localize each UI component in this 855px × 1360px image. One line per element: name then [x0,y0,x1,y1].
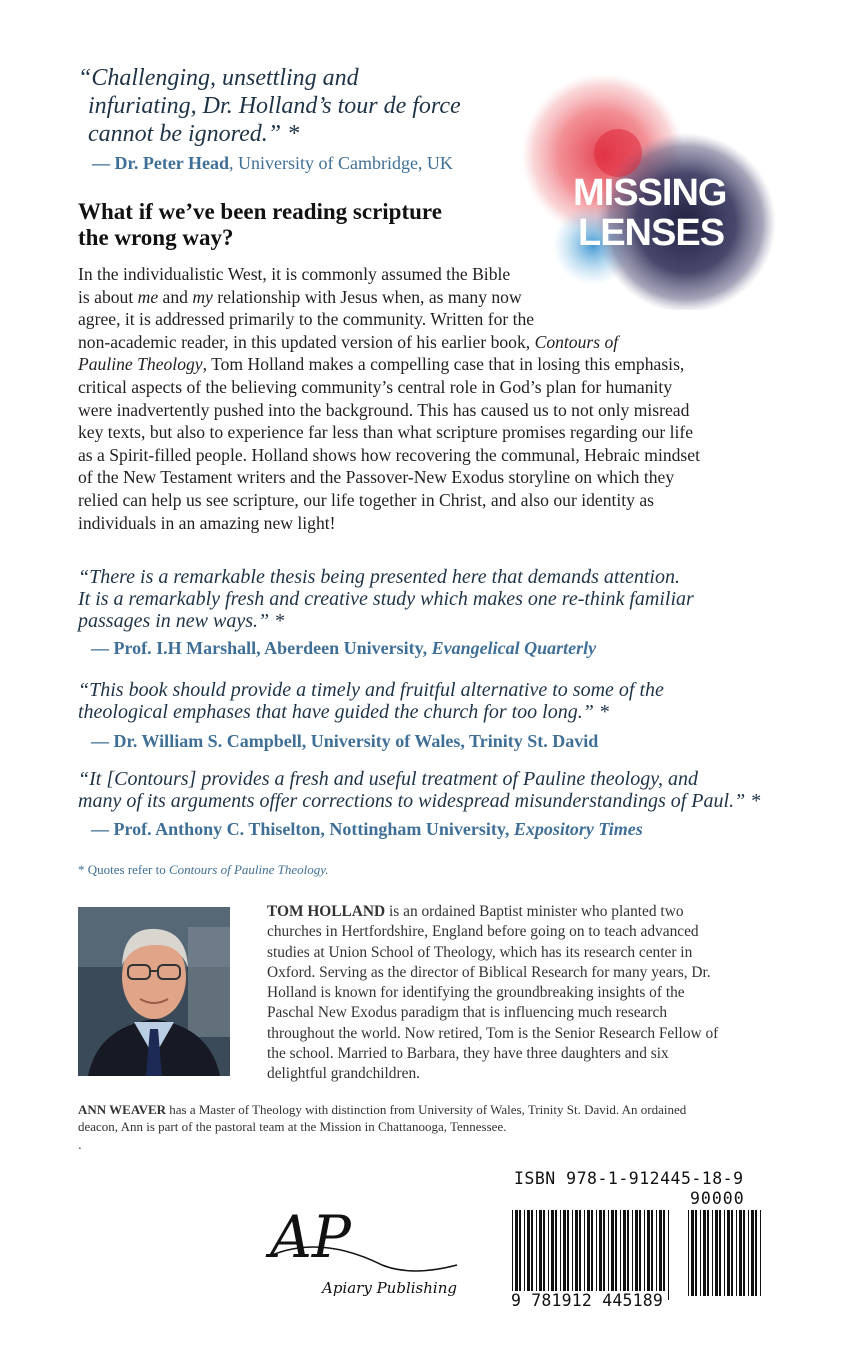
description-line: as a Spirit-filled people. Holland shows how recovering the communal, Hebraic mindset [78,444,700,465]
quote-attribution: — Prof. Anthony C. Thiselton, Nottingham University, Expository Times [91,819,643,839]
author-bio-weaver [78,1101,798,1135]
bio-line: throughout the world. Now retired, Tom is the Senior Research Fellow of [267,1024,719,1042]
barcode-bar [736,1210,737,1296]
bio-line: studies at Union School of Theology, which has its research center in [267,943,693,961]
barcode-bar [748,1210,749,1296]
quote-line: It is a remarkably fresh and creative study which makes one re-think familiar [78,588,694,610]
barcode-bar [543,1210,545,1300]
price-addon-number: 90000 [690,1189,745,1208]
barcode-bar [695,1210,697,1296]
barcode-bar [703,1210,706,1296]
barcode-bar [731,1210,733,1296]
top-quote-line: “Challenging, unsettling and [78,65,359,91]
barcode-bar [599,1210,602,1300]
quote-line: “This book should provide a timely and fruitful alternative to some of the [78,679,664,701]
bio-line: the school. Married to Barbara, they have three daughters and six [267,1045,669,1063]
bio-line: deacon, Ann is part of the pastoral team at the Mission in Chattanooga, Tennessee. [78,1119,507,1134]
author-name: TOM HOLLAND [267,903,386,920]
barcode-bar [712,1210,713,1296]
barcode-bar [560,1210,561,1300]
top-quote-affiliation: , University of Cambridge, UK [228,153,453,173]
barcode-bar [524,1210,525,1300]
isbn-barcode [512,1188,764,1300]
barcode-bar [512,1210,513,1300]
barcode-bar [563,1210,566,1300]
barcode-bar [668,1210,669,1300]
book-description [78,263,778,534]
top-quote-author: — Dr. Peter Head [92,153,229,173]
barcode-bar [663,1210,665,1300]
barcode-bar [627,1210,629,1300]
barcode-bar [615,1210,617,1300]
quote-line: passages in new ways.” * [78,610,285,632]
barcode-bar [755,1210,757,1296]
barcode-bar [715,1210,718,1296]
back-cover-headline [78,199,508,251]
quote-line: “It [Contours] provides a fresh and useful treatment of Pauline theology, and [78,768,698,790]
description-line: critical aspects of the believing community’s central role in God’s plan for humanity [78,376,673,397]
barcode-bar [724,1210,725,1296]
barcode-bar [603,1210,605,1300]
author-name: ANN WEAVER [78,1102,167,1117]
logo-title-line2: LENSES [578,212,725,254]
barcode-bar [635,1210,638,1300]
description-line: individuals in an amazing new light! [78,512,336,533]
bio-line: delightful grandchildren. [267,1065,421,1083]
barcode-bar [555,1210,557,1300]
barcode-bar [647,1210,650,1300]
logo-title-line1: MISSING [573,172,727,214]
barcode-bar [719,1210,721,1296]
barcode-bar [519,1210,521,1300]
headline-line: What if we’ve been reading scripture [78,199,442,224]
barcode-bar [567,1210,569,1300]
barcode-bar [751,1210,754,1296]
barcode-bar [527,1210,530,1300]
barcode-bar [651,1210,653,1300]
barcode-bar [644,1210,645,1300]
top-quote-line: cannot be ignored.” * [88,121,300,147]
barcode-bar [700,1210,701,1296]
description-line: non-academic reader, in this updated version of his earlier book, Contours of [78,331,619,352]
barcode-bar [739,1210,742,1296]
author-bio-holland [267,902,787,1085]
bio-line: Holland is known for identifying the groundbreaking insights of the [267,984,685,1002]
barcode-bar [611,1210,614,1300]
barcode-bar [548,1210,549,1300]
top-quote-line: infuriating, Dr. Holland’s tour de force [88,93,461,119]
quote-line: many of its arguments offer corrections to widespread misunderstandings of Paul.” * [78,790,761,812]
barcode-bar [572,1210,573,1300]
barcode-bar [551,1210,554,1300]
barcode-bar [584,1210,585,1300]
description-line: Pauline Theology, Tom Holland makes a compelling case that in losing this emphasis, [78,354,685,375]
barcode-bar [608,1210,609,1300]
publisher-name: Apiary Publishing [322,1279,457,1297]
barcode-bar [536,1210,537,1300]
barcode-bar [596,1210,597,1300]
quote-line: “There is a remarkable thesis being presented here that demands attention. [78,566,680,588]
description-line: of the New Testament writers and the Passover-New Exodus storyline on which they [78,467,675,488]
top-endorsement-quote [78,64,498,148]
description-line: In the individualistic West, it is commonly assumed the Bible [78,264,511,284]
bio-line: Paschal New Exodus paradigm that is influencing much research [267,1004,668,1022]
quotes-footnote: * Quotes refer to Contours of Pauline Theology. [78,862,329,877]
barcode-bar [539,1210,542,1300]
barcode-bar [659,1210,662,1300]
barcode-bar [632,1210,633,1300]
endorsement-quote [78,768,760,812]
quote-attribution: — Prof. I.H Marshall, Aberdeen University, Evangelical Quarterly [91,638,597,658]
isbn-label: ISBN 978-1-912445-18-9 [514,1169,744,1188]
barcode-bar [760,1210,761,1296]
barcode-bar [639,1210,641,1300]
endorsement-quote [78,679,664,723]
barcode-bar [587,1210,590,1300]
author-portrait-illustration [78,907,230,1076]
barcode-bar [656,1210,657,1300]
bio-line: TOM HOLLAND is an ordained Baptist minister who planted two [267,903,684,920]
barcode-bar [743,1210,745,1296]
description-line: key texts, but also to experience far less than what scripture promises regarding our life [78,422,694,443]
author-photo [78,907,230,1076]
headline-line: the wrong way? [78,225,234,250]
bio-line: Oxford. Serving as the director of Biblical Research for many years, Dr. [267,963,711,981]
description-line: agree, it is addressed primarily to the community. Written for the [78,309,535,330]
barcode-bar [579,1210,581,1300]
barcode-bar [531,1210,533,1300]
barcode-bar [620,1210,621,1300]
endorsement-quote [78,566,694,632]
top-quote-attribution [92,153,453,174]
barcode-bar [575,1210,578,1300]
barcode-bar [515,1210,518,1300]
apiary-publishing-logo [262,1195,467,1305]
description-line: is about me and my relationship with Jesus when, as many now [78,286,522,307]
ean-number: 9 781912 445189 [511,1291,664,1310]
barcode-bar [591,1210,593,1300]
barcode-bar [623,1210,626,1300]
quote-attribution: — Dr. William S. Campbell, University of Wales, Trinity St. David [91,731,599,751]
barcode-bar [707,1210,709,1296]
barcode-bar [688,1210,689,1296]
quote-line: theological emphases that have guided the church for too long.” * [78,701,609,723]
quote-source: Expository Times [513,819,643,839]
red-lens-core [594,129,642,177]
barcode-bar [691,1210,694,1296]
bio-line: churches in Hertfordshire, England before going on to teach advanced [267,923,699,941]
bio-line: ANN WEAVER has a Master of Theology with distinction from University of Wales, Trinity St. David. An ordained [78,1102,687,1117]
description-line: relied can help us see scripture, our life together in Christ, and also our identity as [78,489,655,510]
publisher-monogram: AP [270,1203,351,1271]
description-line: were inadvertently pushed into the background. This has caused us to not only misread [78,399,690,420]
stray-period: . [78,1138,82,1152]
barcode-bar [727,1210,730,1296]
quote-source: Evangelical Quarterly [431,638,597,658]
